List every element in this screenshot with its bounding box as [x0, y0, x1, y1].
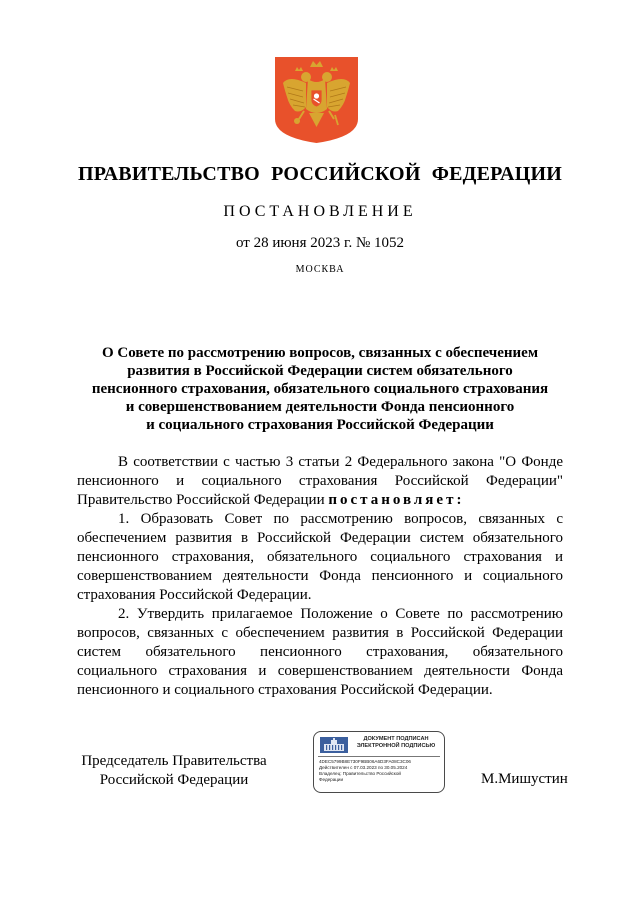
decree-subject-title — [60, 344, 580, 434]
decree-word: постановляет: — [328, 492, 465, 508]
stamp-divider — [318, 756, 440, 757]
subject-line: развития в Российской Федерации систем обязательного — [127, 363, 513, 379]
signatory-position — [74, 752, 274, 790]
coat-of-arms-emblem — [275, 57, 358, 143]
subject-line: и совершенствованием деятельности Фонда пенсионного — [125, 399, 515, 415]
stamp-owner: Владелец: Правительство Российской — [319, 771, 401, 776]
subject-line: О Совете по рассмотрению вопросов, связанных с обеспечением — [101, 345, 539, 361]
stamp-title — [350, 736, 442, 750]
decree-body — [77, 453, 563, 700]
stamp-validity: Действителен с 07.03.2023 по 30.05.2024 — [319, 765, 408, 770]
signatory-name: М.Мишустин — [481, 771, 568, 787]
government-title: ПРАВИТЕЛЬСТВО РОССИЙСКОЙ ФЕДЕРАЦИИ — [78, 163, 562, 185]
stamp-title-line: ЭЛЕКТРОННОЙ ПОДПИСЬЮ — [356, 743, 436, 749]
stamp-details — [319, 759, 443, 783]
position-line: Председатель Правительства — [81, 753, 267, 769]
document-type: ПОСТАНОВЛЕНИЕ — [223, 203, 417, 220]
item-1-paragraph: 1. Образовать Совет по рассмотрению вопросов, связанных с обеспечением развития в Российской Федерации систем обязательного пенсионного страхования, обязательного социального страхования и совершенствованием деятельности Фонда пенсионного и социального страхования Российской Федерации. — [77, 511, 563, 603]
electronic-signature-stamp — [313, 731, 445, 793]
subject-line: и социального страхования Российской Федерации — [146, 417, 494, 433]
stamp-title-line: ДОКУМЕНТ ПОДПИСАН — [363, 736, 429, 742]
subject-line: пенсионного страхования, обязательного социального страхования — [91, 381, 549, 397]
preamble-paragraph — [77, 453, 563, 510]
stamp-owner: Федерации — [319, 777, 344, 782]
document-date-number: от 28 июня 2023 г. № 1052 — [235, 235, 405, 251]
preamble-text: В соответствии с частью 3 статьи 2 Федерального закона "О Фонде пенсионного и социального страхования Российской Федерации" Правительство Российской Федерации — [77, 454, 563, 508]
government-building-icon — [320, 737, 348, 753]
document-city: МОСКВА — [295, 264, 345, 275]
position-line: Российской Федерации — [99, 772, 249, 788]
stamp-certificate: 4DEC5799B8E730F9BB06A6D3FA08C3C06 — [319, 759, 411, 764]
item-2-paragraph: 2. Утвердить прилагаемое Положение о Совете по рассмотрению вопросов, связанных с обеспечением развития в Российской Федерации систем обязательного пенсионного страхования, обязательного социального страхования и совершенствованием деятельности Фонда пенсионного и социального страхования Российской Федерации. — [77, 606, 563, 698]
